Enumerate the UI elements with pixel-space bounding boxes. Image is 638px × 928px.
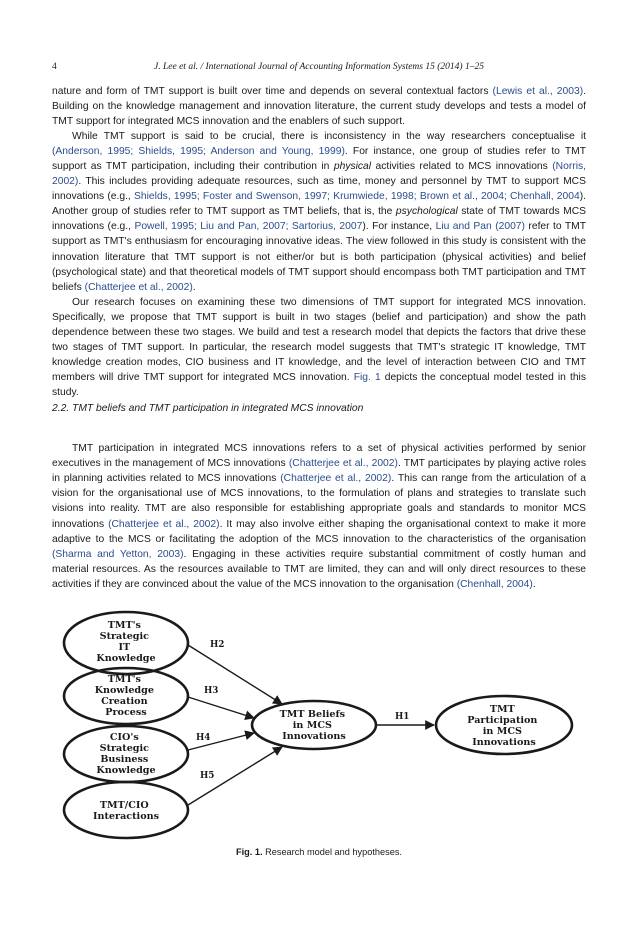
text-run: . Building on the knowledge management and innovation literature, the current study develops and tests a model of TMT support for integrated MCS innovation and the enablers of such support.: [52, 86, 586, 128]
citation-link[interactable]: Powell, 1995; Liu and Pan, 2007; Sartorius, 2007: [134, 221, 363, 233]
text-participation: TMT Participation in MCS Innovations: [467, 704, 538, 748]
research-model-figure: [60, 606, 580, 840]
citation-link[interactable]: (Sharma and Yetton, 2003): [52, 548, 184, 560]
text-run: . For instance, one group of studies refer to TMT support as TMT participation, including their contribution in: [52, 146, 586, 173]
text-run: depicts the conceptual model tested in this study.: [52, 371, 586, 398]
arrow-h3: [188, 697, 254, 718]
text-run: . Engaging in these activities require substantial commitment of costly human and material resources. As the resources available to TMT are limited, they can and will only direct resources to these activities if they are convinced about the value of the MCS innovation to the organisation: [52, 548, 586, 590]
text-run: ). For instance,: [362, 221, 436, 233]
body-text-section: [52, 431, 586, 602]
citation-link[interactable]: Shields, 1995; Foster and Swenson, 1997; Krumwiede, 1998; Brown et al., 2004; Chenhall, 2004: [134, 191, 580, 203]
emphasis-text: physical: [333, 161, 372, 173]
text-knowledge-creation: TMT's Knowledge Creation Process: [94, 674, 154, 718]
text-run: . It may also involve either shaping the organisational context to make it more adaptive to the MCS or facilitating the adoption of the MCS innovation to the characteristics of the organisation: [52, 518, 586, 545]
caption-label: Fig. 1.: [236, 847, 263, 857]
paragraph: [52, 441, 586, 591]
citation-link[interactable]: (Chatterjee et al., 2002): [288, 458, 398, 470]
citation-link[interactable]: (Chenhall, 2004): [456, 578, 533, 590]
text-cio-business: CIO's Strategic Business Knowledge: [96, 732, 156, 776]
running-header: [52, 62, 586, 76]
label-h3: H3: [204, 686, 219, 696]
citation-link[interactable]: (Norris, 2002): [52, 161, 586, 188]
text-interactions: TMT/CIO Interactions: [93, 800, 159, 822]
figure-caption: [0, 847, 638, 857]
body-text-top: [52, 84, 586, 400]
label-h2: H2: [210, 640, 225, 650]
text-run: activities related to MCS innovations: [371, 161, 553, 173]
text-run: .: [532, 578, 536, 590]
text-run: .: [192, 281, 196, 293]
text-run: Our research focuses on examining these two dimensions of TMT support for integrated MCS innovation. Specifically, we propose that TMT support is built in two stages (belief and participation) and show the path dependence between these two stages. We build and test a research model that depicts the factors that drive these two stages of TMT support. In particular, the research model suggests that TMT's strategic IT knowledge, TMT knowledge creation modes, CIO business and IT knowledge, and the level of interaction between CIO and TMT members will drive TMT support for integrated MCS innovation.: [52, 296, 586, 383]
citation-link[interactable]: Fig. 1: [353, 371, 381, 383]
emphasis-text: psychological: [395, 206, 458, 218]
caption-text: Research model and hypotheses.: [262, 847, 402, 857]
text-run: . This can range from the articulation of a vision for the organisational use of MCS innovations, to the formulation of plans and strategies to translate such visions into reality. TMT are also responsible for establishing appropriate goals and standards to monitor MCS innovations: [52, 473, 586, 530]
section-heading: 2.2. TMT beliefs and TMT participation in integrated MCS innovation: [52, 403, 364, 414]
text-run: state of TMT towards MCS innovations (e.g.,: [52, 206, 587, 233]
text-run: . This includes providing adequate resources, such as time, money and personnel by TMT to support MCS innovations (e.g.,: [52, 176, 586, 203]
text-run: refer to TMT support as TMT's enthusiasm for encouraging innovative ideas. The view followed in this study is consistent with the innovation literature that TMT support is not either/or but is both participation (physical activities) and belief (psychological state) and that theoretical models of TMT support should encompass both TMT participation and TMT beliefs: [52, 221, 587, 293]
text-run: ). Another group of studies refer to TMT support as TMT beliefs, that is, the: [52, 191, 587, 218]
citation-link[interactable]: (Chatterjee et al., 2002): [108, 518, 220, 530]
paragraph: [52, 84, 586, 129]
text-run: TMT participation in integrated MCS innovations refers to a set of physical activities performed by senior executives in the management of MCS innovations: [52, 443, 586, 470]
label-h4: H4: [196, 733, 211, 743]
page-number: 4: [52, 62, 57, 72]
citation-link[interactable]: (Chatterjee et al., 2002): [280, 473, 392, 485]
text-run: . TMT participates by playing active roles in planning activities related to MCS innovations: [52, 458, 586, 485]
text-run: While TMT support is said to be crucial, there is inconsistency in the way researchers conceptualise it: [72, 131, 586, 143]
label-h5: H5: [200, 771, 215, 781]
text-beliefs: TMT Beliefs in MCS Innovations: [279, 709, 346, 742]
citation-link[interactable]: (Chatterjee et al., 2002): [84, 281, 193, 293]
text-strategic-it: TMT's Strategic IT Knowledge: [96, 620, 156, 664]
citation-link[interactable]: (Anderson, 1995; Shields, 1995; Anderson and Young, 1999): [52, 146, 345, 158]
citation-link[interactable]: Liu and Pan (2007): [435, 221, 525, 233]
arrow-h2: [188, 645, 282, 704]
paragraph: [52, 295, 586, 400]
label-h1: H1: [395, 712, 410, 722]
research-model-diagram: [60, 606, 580, 840]
text-run: nature and form of TMT support is built over time and depends on several contextual factors: [52, 86, 493, 97]
citation-link[interactable]: (Lewis et al., 2003): [492, 86, 584, 97]
journal-citation: J. Lee et al. / International Journal of Accounting Information Systems 15 (2014) 1–25: [154, 62, 484, 72]
paragraph: [52, 129, 586, 295]
